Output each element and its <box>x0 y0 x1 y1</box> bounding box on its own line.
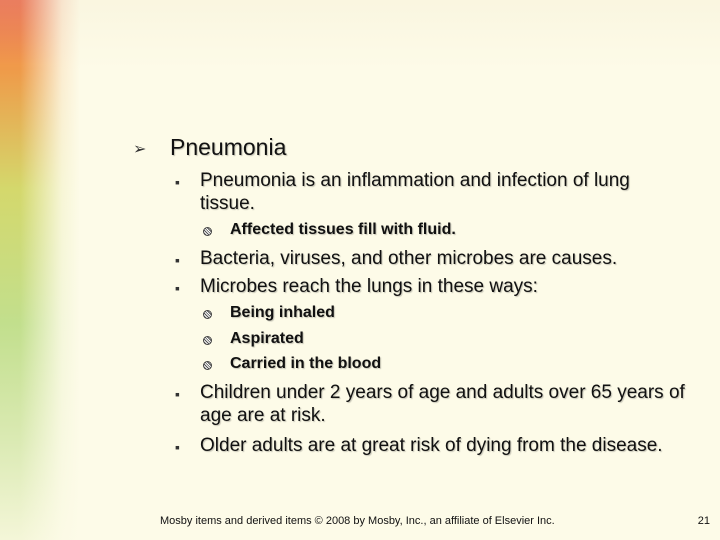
copyright-footer: Mosby items and derived items © 2008 by Mosby, Inc., an affiliate of Elsevier Inc. <box>160 515 555 527</box>
subpoint-fluid: Affected tissues fill with fluid. <box>230 221 456 238</box>
round-bullet-icon <box>203 361 212 370</box>
square-bullet-icon: ▪ <box>175 252 180 268</box>
square-bullet-icon: ▪ <box>175 280 180 296</box>
round-bullet-icon <box>203 227 212 236</box>
subpoint-aspirated: Aspirated <box>230 330 304 347</box>
subpoint-blood: Carried in the blood <box>230 355 382 372</box>
point-inflammation: Pneumonia is an inflammation and infection of lung tissue. <box>200 170 630 214</box>
point-older-adults: Older adults are at great risk of dying from the disease. <box>200 435 663 456</box>
point-risk-groups: Children under 2 years of age and adults over 65 years of age are at risk. <box>200 382 685 426</box>
subpoint-inhaled: Being inhaled <box>230 304 335 321</box>
square-bullet-icon: ▪ <box>175 386 180 402</box>
point-causes: Bacteria, viruses, and other microbes are causes. <box>200 248 618 269</box>
round-bullet-icon <box>203 336 212 345</box>
point-routes: Microbes reach the lungs in these ways: <box>200 276 538 297</box>
square-bullet-icon: ▪ <box>175 174 180 190</box>
decorative-gradient-band <box>0 0 80 540</box>
square-bullet-icon: ▪ <box>175 439 180 455</box>
round-bullet-icon <box>203 310 212 319</box>
arrow-bullet-icon: ➢ <box>133 141 147 158</box>
page-number: 21 <box>697 515 710 527</box>
decorative-top-glow <box>0 0 720 70</box>
slide-heading: Pneumonia <box>170 134 287 160</box>
